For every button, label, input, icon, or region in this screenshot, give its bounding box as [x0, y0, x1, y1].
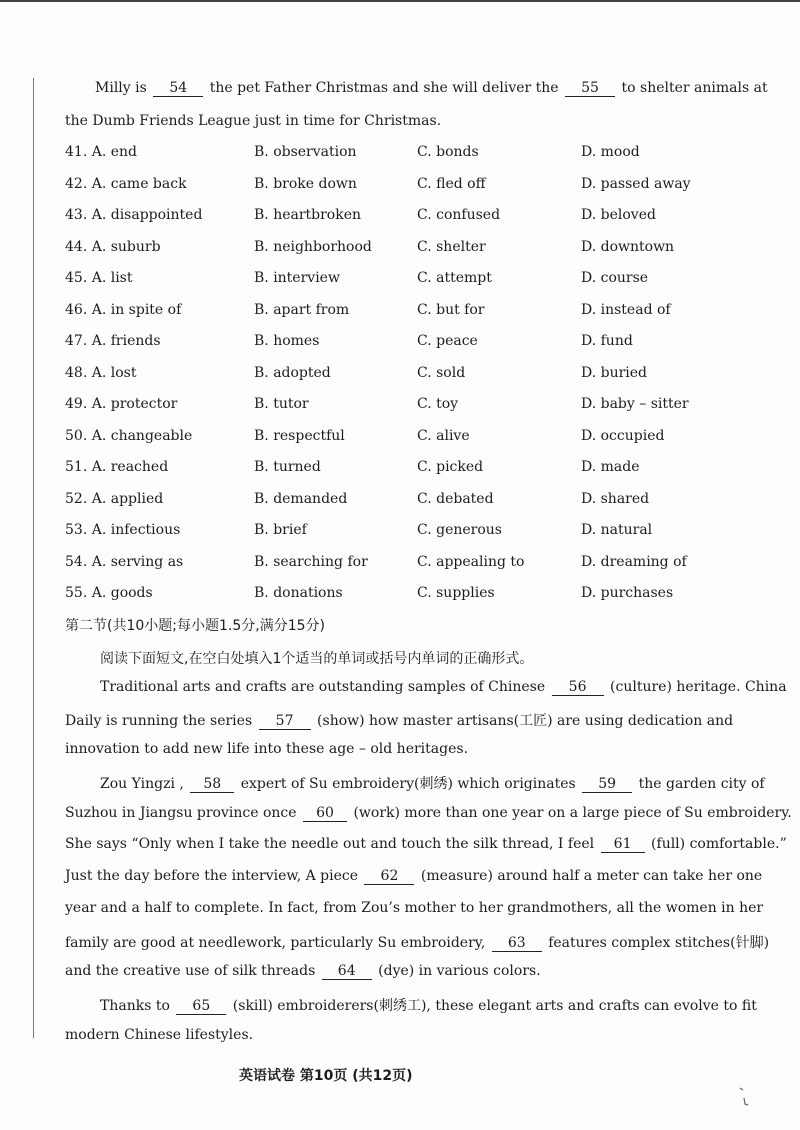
question-number: 47.	[65, 333, 88, 349]
option-c: C. toy	[417, 396, 459, 412]
option-a-text: A. suburb	[91, 238, 161, 255]
question-number: 43.	[65, 207, 88, 223]
option-c: C. debated	[417, 490, 494, 507]
option-a	[65, 144, 137, 160]
option-c: C. supplies	[417, 585, 495, 601]
option-c: C. confused	[417, 207, 501, 223]
top-border	[0, 0, 800, 2]
option-b: B. neighborhood	[254, 238, 372, 255]
option-row	[65, 365, 765, 397]
option-c: C. appealing to	[417, 553, 525, 570]
option-d: D. fund	[581, 333, 633, 349]
question-number: 45.	[65, 270, 88, 286]
option-b: B. searching for	[254, 553, 368, 570]
question-number: 53.	[65, 522, 88, 538]
option-b: B. demanded	[254, 490, 348, 507]
option-b: B. apart from	[254, 301, 350, 318]
page-footer: 英语试卷 第10页 (共12页)	[239, 1068, 413, 1084]
option-c: C. fled off	[417, 175, 486, 192]
option-a	[65, 459, 168, 475]
option-c: C. generous	[417, 522, 502, 538]
option-a	[65, 491, 163, 507]
option-a	[65, 239, 161, 255]
passage-line-2: the Dumb Friends League just in time for Christmas.	[65, 113, 442, 129]
option-row	[65, 239, 765, 271]
option-b: B. donations	[254, 585, 343, 601]
blank-60: 60	[303, 806, 347, 822]
option-c: C. shelter	[417, 238, 486, 255]
option-a-text: A. changeable	[91, 427, 193, 444]
option-a-text: A. infectious	[91, 522, 181, 538]
options-table	[65, 144, 765, 617]
option-a-text: A. reached	[91, 459, 169, 475]
option-d: D. beloved	[581, 207, 656, 223]
option-a	[65, 207, 202, 223]
option-d: D. dreaming of	[581, 553, 687, 570]
blank-64: 64	[322, 964, 372, 980]
option-row	[65, 176, 765, 208]
option-c: C. attempt	[417, 270, 492, 286]
option-row	[65, 333, 765, 365]
option-a-text: A. in spite of	[91, 301, 182, 318]
option-row	[65, 491, 765, 523]
question-number: 50.	[65, 427, 88, 444]
option-a-text: A. applied	[91, 490, 164, 507]
passage2-line-12: modern Chinese lifestyles.	[65, 1027, 254, 1043]
option-a	[65, 522, 180, 538]
option-d: D. natural	[581, 522, 653, 538]
option-a	[65, 333, 161, 349]
passage2-line-3: innovation to add new life into these age – old heritages.	[65, 741, 469, 757]
blank-62: 62	[364, 869, 414, 885]
option-a	[65, 428, 192, 444]
passage2-line-11: Thanks to 65 (skill) embroiderers(刺绣工), these elegant arts and crafts can evolve to fit	[100, 998, 757, 1014]
binding-margin-line	[33, 78, 34, 1038]
option-b: B. observation	[254, 144, 357, 160]
blank-56: 56	[552, 680, 604, 696]
option-b: B. heartbroken	[254, 207, 362, 223]
option-a-text: A. friends	[91, 333, 161, 349]
option-c: C. bonds	[417, 144, 479, 160]
blank-58: 58	[190, 777, 234, 793]
option-c: C. but for	[417, 301, 485, 318]
option-c: C. picked	[417, 459, 484, 475]
blank-54: 54	[153, 81, 203, 97]
question-number: 42.	[65, 175, 88, 192]
option-d: D. baby – sitter	[581, 396, 689, 412]
option-d: D. instead of	[581, 301, 671, 318]
passage2-line-6: She says “Only when I take the needle out and touch the silk thread, I feel 61 (full) comfortable.”	[65, 836, 787, 852]
question-number: 52.	[65, 490, 88, 507]
option-a	[65, 302, 181, 318]
option-a	[65, 176, 187, 192]
option-a	[65, 585, 153, 601]
option-c: C. peace	[417, 333, 478, 349]
blank-65: 65	[176, 999, 226, 1015]
option-row	[65, 144, 765, 176]
option-d: D. shared	[581, 490, 650, 507]
option-a	[65, 554, 183, 570]
option-d: D. occupied	[581, 427, 665, 444]
option-row	[65, 459, 765, 491]
option-b: B. tutor	[254, 396, 309, 412]
option-row	[65, 522, 765, 554]
option-a-text: A. list	[91, 270, 133, 286]
question-number: 44.	[65, 238, 88, 255]
option-a	[65, 270, 133, 286]
option-d: D. mood	[581, 144, 640, 160]
option-d: D. course	[581, 270, 649, 286]
passage2-line-10: and the creative use of silk threads 64 (dye) in various colors.	[65, 963, 541, 979]
option-c: C. alive	[417, 427, 470, 444]
passage2-line-4: Zou Yingzi , 58 expert of Su embroidery(刺绣) which originates 59 the garden city of	[100, 776, 765, 792]
option-c: C. sold	[417, 364, 466, 381]
question-number: 41.	[65, 144, 88, 160]
question-number: 46.	[65, 301, 88, 318]
passage2-line-7: Just the day before the interview, A piece 62 (measure) around half a meter can take her one	[65, 868, 763, 884]
question-number: 49.	[65, 396, 88, 412]
section-2-instruction: 阅读下面短文,在空白处填入1个适当的单词或括号内单词的正确形式。	[100, 651, 534, 667]
option-a-text: A. came back	[91, 175, 187, 192]
option-row	[65, 428, 765, 460]
blank-55: 55	[565, 81, 615, 97]
option-b: B. homes	[254, 333, 320, 349]
option-a-text: A. end	[91, 144, 137, 160]
blank-61: 61	[601, 837, 645, 853]
option-b: B. turned	[254, 459, 321, 475]
section-2-title: 第二节(共10小题;每小题1.5分,满分15分)	[65, 618, 325, 634]
question-number: 51.	[65, 459, 88, 475]
option-row	[65, 270, 765, 302]
passage2-line-8: year and a half to complete. In fact, from Zou’s mother to her grandmothers, all the women in her	[65, 900, 764, 916]
option-a-text: A. serving as	[91, 553, 184, 570]
blank-59: 59	[582, 777, 632, 793]
option-b: B. interview	[254, 270, 340, 286]
option-row	[65, 302, 765, 334]
blank-57: 57	[259, 714, 311, 730]
blank-63: 63	[492, 936, 542, 952]
option-a-text: A. lost	[91, 364, 137, 381]
option-a	[65, 365, 136, 381]
option-row	[65, 554, 765, 586]
option-d: D. downtown	[581, 238, 675, 255]
option-row	[65, 396, 765, 428]
option-d: D. buried	[581, 364, 648, 381]
option-a	[65, 396, 177, 412]
option-b: B. respectful	[254, 427, 345, 444]
question-number: 48.	[65, 364, 88, 381]
option-row	[65, 585, 765, 617]
passage2-line-2: Daily is running the series 57 (show) how master artisans(工匠) are using dedication and	[65, 713, 734, 729]
option-a-text: A. protector	[91, 396, 178, 412]
option-d: D. passed away	[581, 175, 691, 192]
option-b: B. broke down	[254, 175, 357, 192]
option-row	[65, 207, 765, 239]
option-b: B. adopted	[254, 364, 331, 381]
option-d: D. purchases	[581, 585, 674, 601]
passage-line-milly: Milly is 54 the pet Father Christmas and she will deliver the 55 to shelter animals at	[95, 80, 768, 96]
option-d: D. made	[581, 459, 640, 475]
option-b: B. brief	[254, 522, 307, 538]
scan-speck-mark	[737, 1086, 751, 1108]
question-number: 55.	[65, 585, 88, 601]
passage2-line-5: Suzhou in Jiangsu province once 60 (work) more than one year on a large piece of Su embroidery.	[65, 805, 792, 821]
question-number: 54.	[65, 553, 88, 570]
passage2-line-1: Traditional arts and crafts are outstanding samples of Chinese 56 (culture) heritage. China	[100, 679, 787, 695]
passage2-line-9: family are good at needlework, particularly Su embroidery, 63 features complex stitches(针脚)	[65, 935, 770, 951]
option-a-text: A. disappointed	[91, 207, 203, 223]
option-a-text: A. goods	[91, 585, 153, 601]
